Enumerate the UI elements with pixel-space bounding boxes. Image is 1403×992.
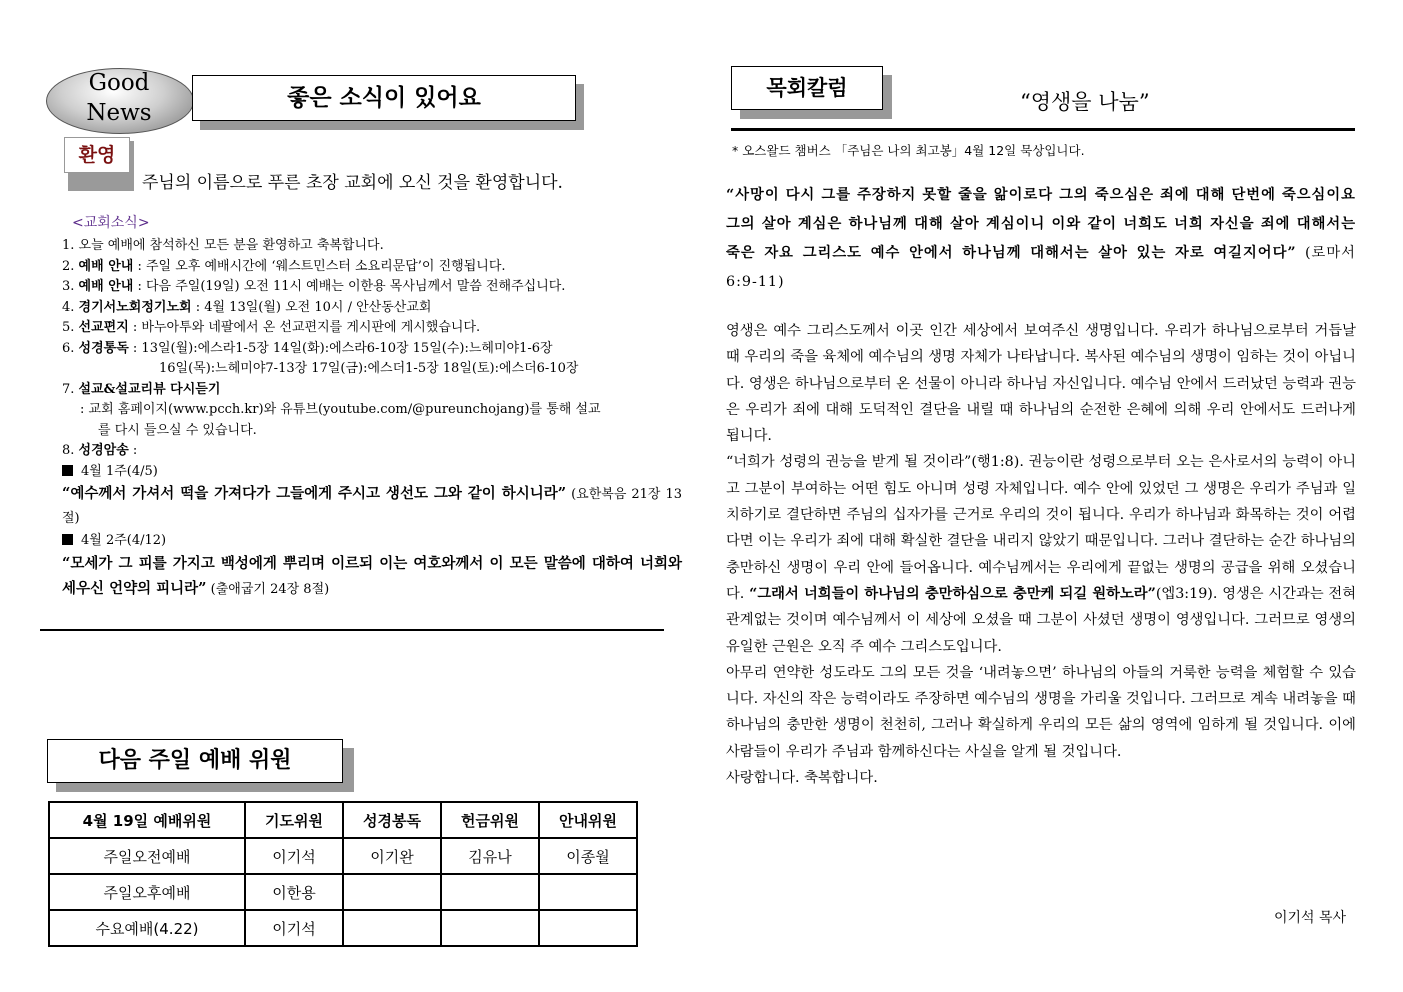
table-header-cell: 안내위원 — [539, 802, 637, 838]
memory-verse-1: “예수께서 가셔서 떡을 가져다가 그들에게 주시고 생선도 그와 같이 하시니라” (요한복음 21장 13절) — [62, 485, 683, 526]
news-item-8: 8. 성경암송 : — [62, 443, 138, 458]
table-cell: 이기석 — [245, 838, 343, 874]
table-cell — [441, 910, 539, 946]
worship-committee-title: 다음 주일 예배 위원 — [47, 739, 343, 783]
table-cell: 이한용 — [245, 874, 343, 910]
table-row — [49, 910, 637, 946]
square-bullet-icon — [62, 534, 73, 545]
table-header-cell: 4월 19일 예배위원 — [49, 802, 245, 838]
table-cell — [343, 874, 441, 910]
news-item-6: 6. 성경통독 : 13일(월):에스라1-5장 14일(화):에스라6-10장 15일(수):느헤미야1-6장 — [62, 340, 553, 356]
column-paragraph-3: 아무리 연약한 성도라도 그의 모든 것을 ‘내려놓으면’ 하나님의 아들의 거룩한 능력을 체험할 수 있습니다. 자신의 작은 능력이라도 주장하면 예수님의 생명을 가리울 것입니다. 그러므로 계속 내려놓을 때 하나님의 충만한 생명이 천천히, 그러나 확실하게 우리의 모든 삶의 영역에 임하게 될 것입니다. 이에 사람들이 우리가 주님과 함께하신다는 사실을 알게 될 것입니다. — [726, 664, 1356, 760]
table-header-cell: 헌금위원 — [441, 802, 539, 838]
table-header-row — [49, 802, 637, 838]
signature: 이기석 목사 — [1274, 910, 1347, 926]
news-item-6-cont: 16일(목):느헤미야7-13장 17일(금):에스더1-5장 18일(토):에스더6-10장 — [159, 361, 579, 376]
column-body — [726, 181, 1356, 791]
column-source: * 오스왈드 챔버스 「주님은 나의 최고봉」4월 12일 묵상입니다. — [732, 143, 1085, 158]
column-paragraph-1: 영생은 예수 그리스도께서 이곳 인간 세상에서 보여주신 생명입니다. 우리가 하나님으로부터 거듭날 때 우리의 죽을 육체에 예수님의 생명 자체가 나타납니다. 복사된 예수님의 생명이 임하는 것이 아닙니다. 영생은 하나님으로부터 온 선물이 아니라 하나님 자신입니다. 예수님 안에서 드러났던 능력과 권능은 우리가 죄에 대해 도덕적인 결단을 내릴 때 하나님의 순전한 은혜에 의해 우리 안에서도 드러나게 됩니다. — [726, 323, 1356, 445]
worship-committee-table — [48, 801, 638, 947]
news-item-5: 5. 선교편지 : 바누아투와 네팔에서 온 선교편지를 게시판에 게시했습니다. — [62, 320, 481, 335]
table-row — [49, 874, 637, 910]
table-cell: 주일오후예배 — [49, 874, 245, 910]
table-header-cell: 성경봉독 — [343, 802, 441, 838]
news-item-4: 4. 경기서노회정기노회 : 4월 13일(월) 오전 10시 / 안산동산교회 — [62, 299, 432, 315]
column-title: “영생을 나눔” — [1020, 90, 1150, 114]
table-cell: 이종월 — [539, 838, 637, 874]
section-divider — [40, 629, 664, 631]
square-bullet-icon — [62, 465, 73, 476]
table-header-cell: 기도위원 — [245, 802, 343, 838]
scripture-quote: “사망이 다시 그를 주장하지 못할 줄을 앎이로다 그의 죽으심은 죄에 대해 단번에 죽으심이요 그의 살아 계심은 하나님께 대해 살아 계심이니 이와 같이 너희도 너희 자신을 죄에 대해서는 죽은 자요 그리스도 예수 안에서 하나님께 대해서는 살아 있는 자로 여길지어다” (로마서 6:9-11) — [726, 187, 1356, 290]
news-item-3: 3. 예배 안내 : 다음 주일(19일) 오전 11시 예배는 이한용 목사님께서 말씀 전해주십니다. — [62, 279, 566, 294]
good-news-banner-title: 좋은 소식이 있어요 — [192, 75, 576, 121]
table-cell — [343, 910, 441, 946]
table-cell: 주일오전예배 — [49, 838, 245, 874]
church-news-list — [62, 236, 682, 602]
table-cell: 수요예배(4.22) — [49, 910, 245, 946]
column-paragraph-2: “너희가 성령의 권능을 받게 될 것이라”(행1:8). 권능이란 성령으로부터 오는 은사로서의 능력이 아니고 그분이 부여하는 어떤 힘도 아니며 성령 자체입니다. 예수 안에 있었던 그 생명은 우리가 주님과 일치하기로 결단하면 주님의 십자가를 근거로 우리의 것이 됩니다. 우리가 하나님과 화목하는 것이 어렵다면 이는 우리가 죄에 대해 확실한 결단을 내리지 않았기 때문입니다. 그러나 결단하는 순간 하나님의 충만하신 생명이 우리 안에 들어옵니다. 예수님께서는 우리에게 끝없는 생명의 공급을 위해 오셨습니다. “그래서 너희들이 하나님의 충만하심으로 충만케 되길 원하노라”(엡3:19). 영생은 시간과는 전혀 관계없는 것이며 예수님께서 이 세상에 오셨을 때 그분이 사셨던 생명이 영생입니다. 그러므로 영생의 유일한 근원은 오직 주 예수 그리스도입니다. — [726, 454, 1357, 655]
news-item-7-cont: 를 다시 들으실 수 있습니다. — [98, 422, 257, 438]
memory-week-1-label: 4월 1주(4/5) — [62, 462, 682, 483]
church-news-heading: <교회소식> — [72, 215, 150, 231]
news-item-7: 7. 설교&설교리뷰 다시듣기 — [62, 381, 221, 397]
table-row — [49, 838, 637, 874]
table-cell — [539, 874, 637, 910]
news-item-7-text: : 교회 홈페이지(www.pcch.kr)와 유튜브(youtube.com/@pureunchojang)를 통해 설교 — [80, 402, 601, 417]
news-item-2: 2. 예배 안내 : 주일 오후 예배시간에 ‘웨스트민스터 소요리문답’이 진행됩니다. — [62, 258, 506, 274]
table-cell: 이기석 — [245, 910, 343, 946]
good-news-badge-text: Good News — [86, 70, 152, 126]
column-divider — [731, 128, 1355, 131]
memory-verse-2: “모세가 그 피를 가지고 백성에게 뿌리며 이르되 이는 여호와께서 이 모든 말씀에 대하여 너희와 세우신 언약의 피니라” (출애굽기 24장 8절) — [62, 554, 682, 597]
table-cell: 이기완 — [343, 838, 441, 874]
pastoral-column-label: 목회칼럼 — [731, 66, 883, 110]
table-cell: 김유나 — [441, 838, 539, 874]
column-paragraph-4: 사랑합니다. 축복합니다. — [726, 770, 878, 787]
table-cell — [539, 910, 637, 946]
memory-week-2-label: 4월 2주(4/12) — [62, 531, 682, 552]
welcome-text: 주님의 이름으로 푸른 초장 교회에 오신 것을 환영합니다. — [142, 173, 563, 193]
news-item-1: 1. 오늘 예배에 참석하신 모든 분을 환영하고 축복합니다. — [62, 238, 384, 253]
welcome-tag: 환영 — [64, 137, 130, 173]
table-cell — [441, 874, 539, 910]
